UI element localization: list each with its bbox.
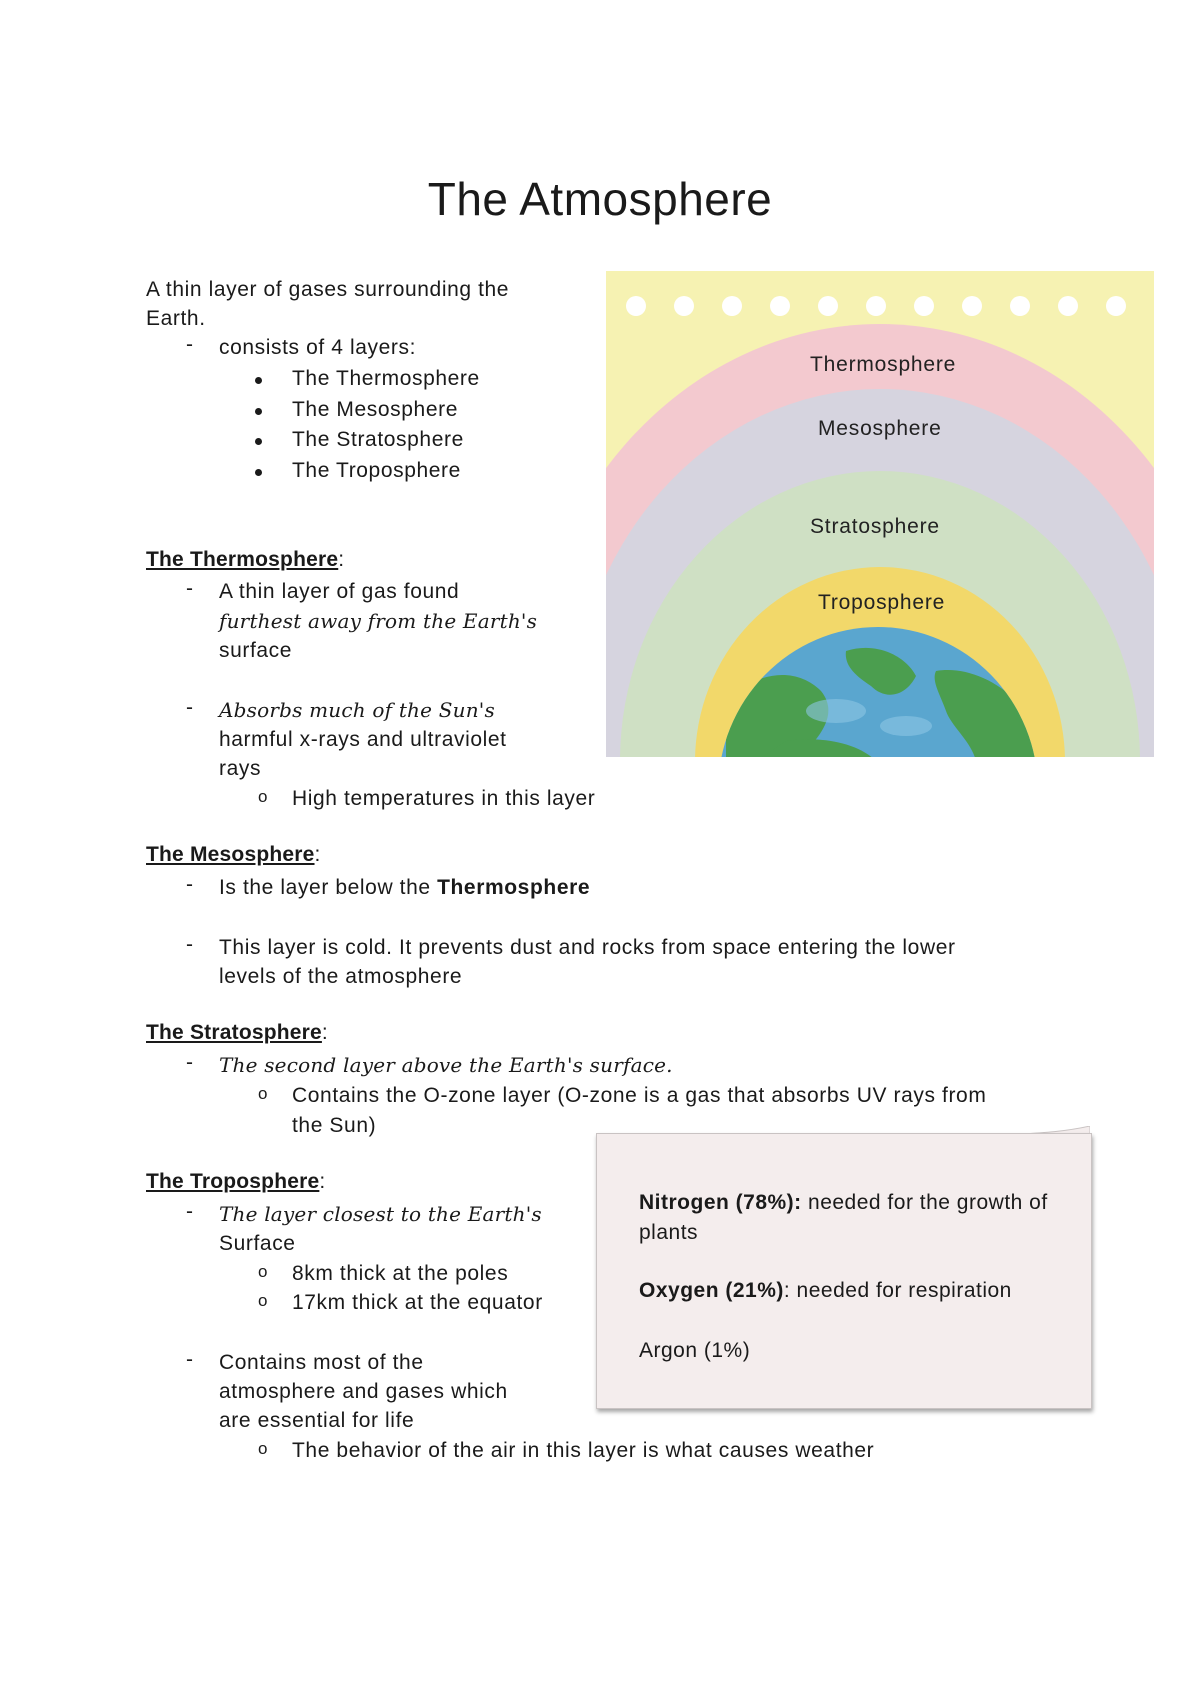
nitrogen-desc: needed for the growth of — [801, 1191, 1048, 1214]
dash-marker: - — [186, 1051, 193, 1074]
oxygen-line — [639, 1276, 1012, 1306]
dash-marker: - — [186, 696, 193, 719]
section-heading-text: The Thermosphere — [146, 548, 339, 571]
troposphere-sub: 17km thick at the equator — [292, 1291, 543, 1314]
dash-marker: - — [186, 873, 193, 896]
layer-list-item: The Thermosphere — [292, 367, 480, 390]
section-heading-text: The Stratosphere — [146, 1021, 322, 1044]
oxygen-desc: : needed for respiration — [783, 1279, 1012, 1302]
thermosphere-sub: High temperatures in this layer — [292, 787, 596, 810]
earth-globe-icon — [606, 271, 1154, 757]
bullet-icon — [255, 469, 262, 476]
troposphere-p1-line: The layer closest to the Earth's — [219, 1202, 542, 1226]
page-title: The Atmosphere — [427, 173, 773, 225]
sub-bullet-icon: o — [258, 1084, 268, 1103]
section-heading-text: The Mesosphere — [146, 843, 315, 866]
troposphere-sub: 8km thick at the poles — [292, 1262, 509, 1285]
troposphere-p2-line: are essential for life — [219, 1409, 415, 1432]
heading-colon: : — [321, 1021, 328, 1044]
thermosphere-p1-line: furthest away from the Earth's — [219, 609, 538, 633]
mesosphere-p1 — [219, 873, 590, 902]
dash-marker: - — [186, 1200, 193, 1223]
bullet-icon — [255, 408, 262, 415]
mesosphere-heading — [146, 843, 321, 867]
mesosphere-p1-bold: Thermosphere — [437, 876, 591, 899]
troposphere-heading — [146, 1170, 325, 1194]
bullet-icon — [255, 377, 262, 384]
dash-marker: - — [186, 333, 193, 356]
sub-bullet-icon: o — [258, 1439, 268, 1458]
heading-colon: : — [314, 843, 321, 866]
thermosphere-p1-line: A thin layer of gas found — [219, 580, 460, 603]
thermosphere-p2-line: harmful x-rays and ultraviolet — [219, 728, 507, 751]
layer-list-item: The Mesosphere — [292, 398, 458, 421]
heading-colon: : — [319, 1170, 326, 1193]
label-mesosphere: Mesosphere — [818, 417, 942, 440]
oxygen-label: Oxygen (21%) — [639, 1279, 784, 1302]
gas-composition-card — [596, 1133, 1092, 1409]
mesosphere-p1-text: Is the layer below the — [219, 876, 438, 899]
mesosphere-p2-line: levels of the atmosphere — [219, 965, 463, 988]
atmosphere-layers-diagram — [606, 271, 1154, 757]
nitrogen-line — [639, 1188, 1048, 1218]
troposphere-p2-line: Contains most of the — [219, 1351, 424, 1374]
bullet-icon — [255, 438, 262, 445]
sub-bullet-icon: o — [258, 1262, 268, 1281]
dash-marker: - — [186, 1348, 193, 1371]
label-stratosphere: Stratosphere — [810, 515, 940, 538]
layer-list-item: The Stratosphere — [292, 428, 464, 451]
stratosphere-heading — [146, 1021, 328, 1045]
troposphere-sub: The behavior of the air in this layer is what causes weather — [292, 1439, 875, 1462]
label-thermosphere: Thermosphere — [810, 353, 957, 376]
intro-line-1: A thin layer of gases surrounding the — [146, 278, 510, 301]
thermosphere-p2-line: rays — [219, 757, 262, 780]
nitrogen-label: Nitrogen (78%): — [639, 1191, 802, 1214]
argon-line: Argon (1%) — [639, 1339, 751, 1362]
consists-text: consists of 4 layers: — [219, 336, 417, 359]
thermosphere-p2-line: Absorbs much of the Sun's — [219, 698, 495, 722]
thermosphere-p1-line: surface — [219, 639, 293, 662]
sub-bullet-icon: o — [258, 787, 268, 806]
mesosphere-p2-line: This layer is cold. It prevents dust and rocks from space entering the lower — [219, 936, 956, 959]
intro-line-2: Earth. — [146, 307, 206, 330]
label-troposphere: Troposphere — [818, 591, 946, 614]
stratosphere-sub-line: Contains the O-zone layer (O-zone is a gas that absorbs UV rays from — [292, 1084, 987, 1107]
dash-marker: - — [186, 577, 193, 600]
stratosphere-p1: The second layer above the Earth's surface. — [219, 1053, 673, 1077]
nitrogen-line-2: plants — [639, 1221, 699, 1244]
sub-bullet-icon: o — [258, 1291, 268, 1310]
stratosphere-sub-line: the Sun) — [292, 1114, 377, 1137]
thermosphere-heading — [146, 548, 344, 572]
troposphere-p1-line: Surface — [219, 1232, 296, 1255]
section-heading-text: The Troposphere — [146, 1170, 320, 1193]
layer-list-item: The Troposphere — [292, 459, 461, 482]
heading-colon: : — [338, 548, 345, 571]
dash-marker: - — [186, 933, 193, 956]
troposphere-p2-line: atmosphere and gases which — [219, 1380, 508, 1403]
